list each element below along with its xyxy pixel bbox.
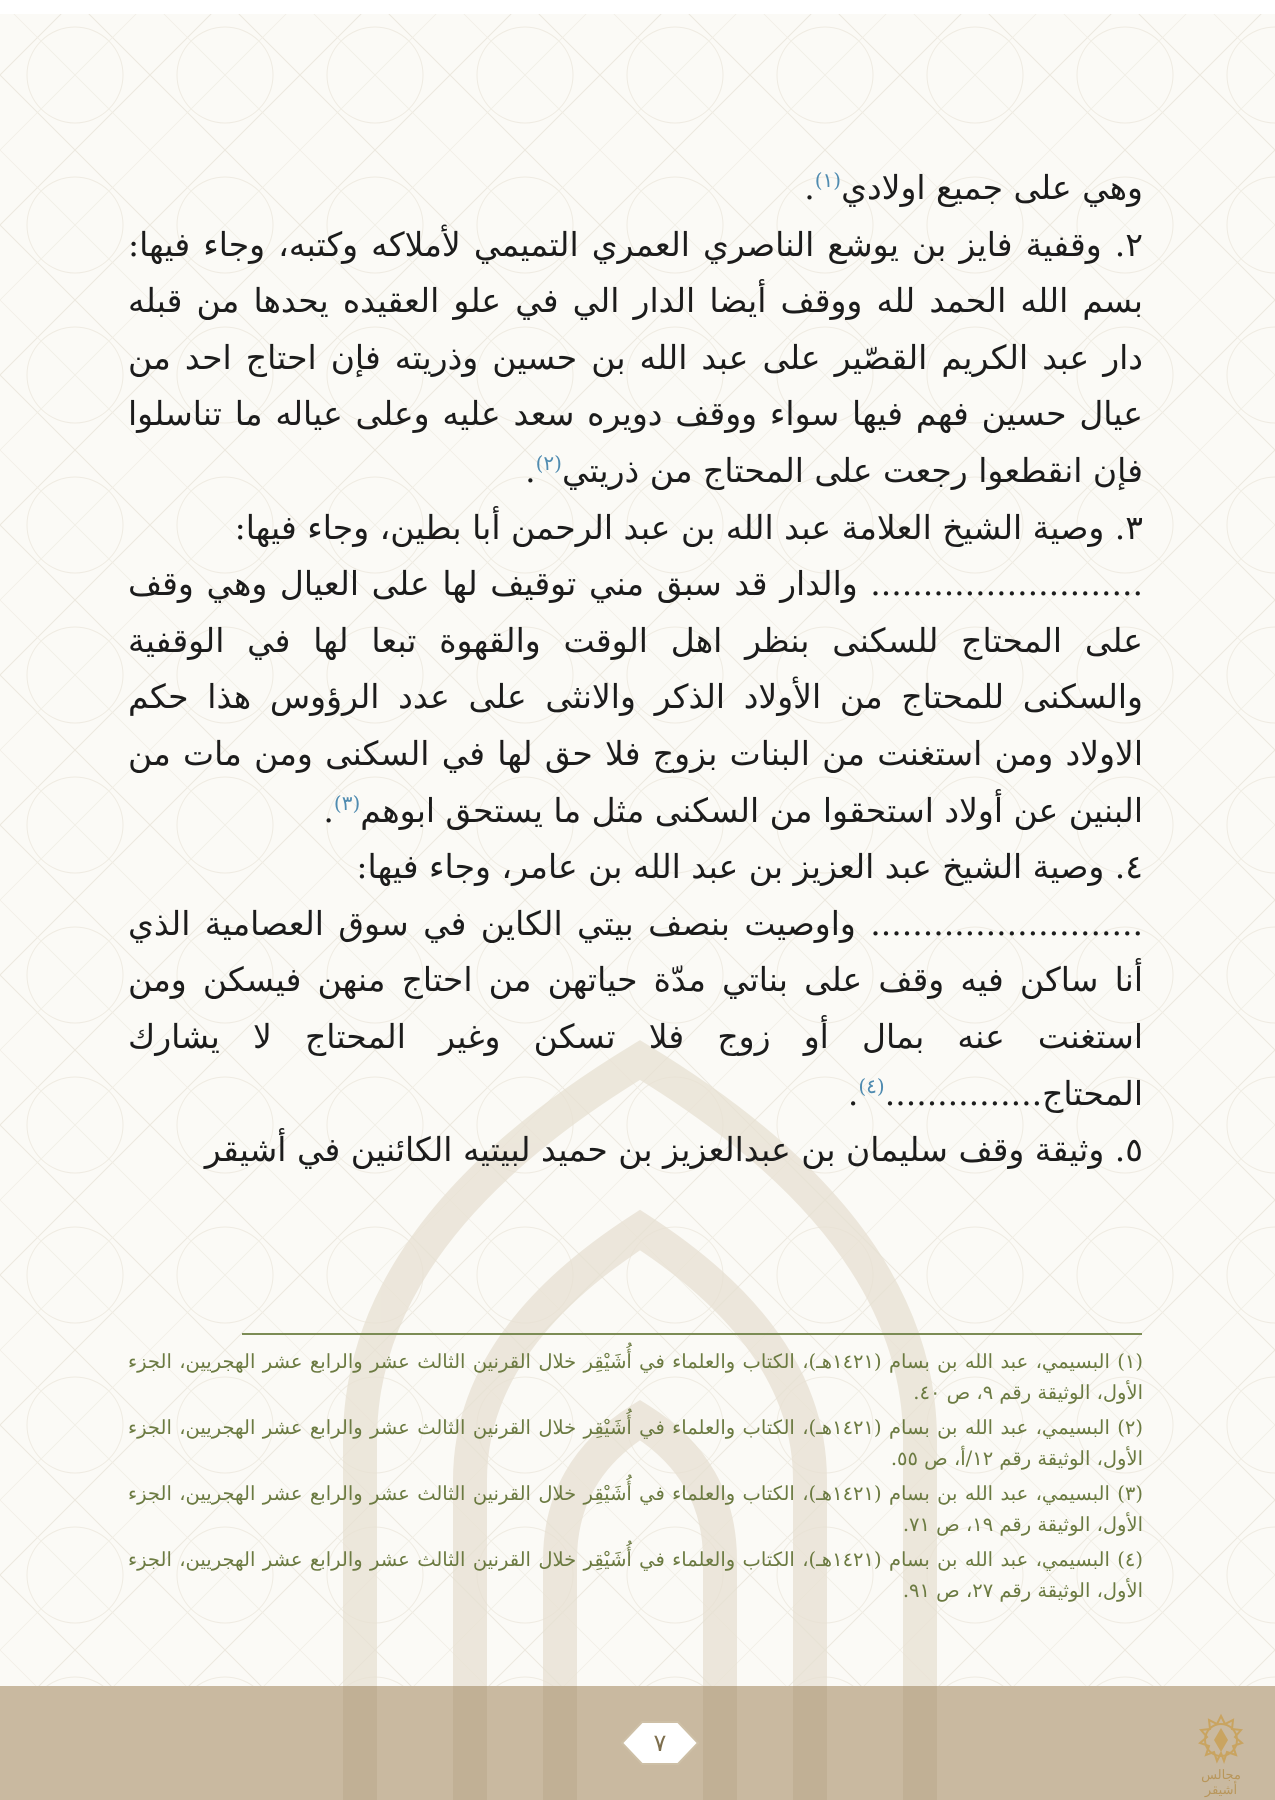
page-number-badge: [620, 1718, 700, 1768]
logo: [1186, 1710, 1256, 1798]
majalis-ushaiqer-logo-icon: [1186, 1710, 1256, 1770]
body-text: [128, 160, 1143, 1179]
footnote-1: (١) البسيمي، عبد الله بن بسام (١٤٢١هـ)، الكتاب والعلماء في أُشَيْقِر خلال القرنين الثالث عشر والرابع عشر الهجريين، الجزء الأول، الوثيقة رقم ٩، ص ٤٠.: [128, 1350, 1143, 1404]
footnote-3: (٣) البسيمي، عبد الله بن بسام (١٤٢١هـ)، الكتاب والعلماء في أُشَيْقِر خلال القرنين الثالث عشر والرابع عشر الهجريين، الجزء الأول، الوثيقة رقم ١٩، ص ٧١.: [128, 1482, 1143, 1536]
paragraph-4: .......................... والدار قد سبق مني توقيف لها على العيال وهي وقف على المحتاج للسكنى بنظر اهل الوقت والقهوة تبعا لها في الوقفية والسكنى للمحتاج من الأولاد الذكر والانثى على عدد الرؤوس هذا حكم الاولاد ومن استغنت من البنات بزوج فلا حق لها في السكنى ومن مات من البنين عن أولاد استحقوا من السكنى مثل ما يستحق ابوهم$^{(٣)}$.: [128, 564, 1143, 830]
paragraph-1: وهي على جميع اولادي$^{(١)}$.: [804, 168, 1143, 207]
footnote-marker-4[interactable]: (٤): [858, 1073, 885, 1098]
footnote-2: (٢) البسيمي، عبد الله بن بسام (١٤٢١هـ)، الكتاب والعلماء في أُشَيْقِر خلال القرنين الثالث عشر والرابع عشر الهجريين، الجزء الأول، الوثيقة رقم ١٢/أ، ص ٥٥.: [128, 1416, 1143, 1470]
footnote-marker-3[interactable]: (٣): [333, 790, 361, 815]
logo-text: مجالس أشيقر: [1201, 1768, 1241, 1798]
footnote-marker-1[interactable]: (١): [814, 168, 842, 192]
paragraph-6: .......................... واوصيت بنصف بيتي الكاين في سوق العصامية الذي أنا ساكن فيه وقف على بناتي مدّة حياتهن من احتاج منهن فيسكن ومن استغنت عنه بمال أو زوج فلا تسكن وغير المحتاج لا يشارك المحتاج...............$^{(٤)}$.: [128, 903, 1143, 1113]
footnote-4: (٤) البسيمي، عبد الله بن بسام (١٤٢١هـ)، الكتاب والعلماء في أُشَيْقِر خلال القرنين الثالث عشر والرابع عشر الهجريين، الجزء الأول، الوثيقة رقم ٢٧، ص ٩١.: [128, 1548, 1143, 1602]
footnotes: [128, 1347, 1143, 1611]
paragraph-7: ٥. وثيقة وقف سليمان بن عبدالعزيز بن حميد لبيتيه الكائنين في أشيقر: [204, 1130, 1143, 1170]
paragraph-5: ٤. وصية الشيخ عبد العزيز بن عبد الله بن عامر، وجاء فيها:: [356, 847, 1143, 887]
footnote-separator: [242, 1333, 1142, 1335]
page-number: ٧: [653, 1729, 667, 1757]
paragraph-3: ٣. وصية الشيخ العلامة عبد الله بن عبد الرحمن أبا بطين، وجاء فيها:: [234, 507, 1143, 547]
paragraph-2: ٢. وقفية فايز بن يوشع الناصري العمري التميمي لأملاكه وكتبه، وجاء فيها: بسم الله الحمد لله ووقف أيضا الدار الي في علو العقيده يحدها من قبله دار عبد الكريم القصّير على عبد الله بن حسين وذريته فإن احتاج احد من عيال حسين فهم فيها سواء ووقف دويره سعد عليه وعلى عياله ما تناسلوا فإن انقطعوا رجعت على المحتاج من ذريتي$^{(٢)}$.: [128, 224, 1143, 490]
footnote-marker-2[interactable]: (٢): [535, 450, 562, 475]
